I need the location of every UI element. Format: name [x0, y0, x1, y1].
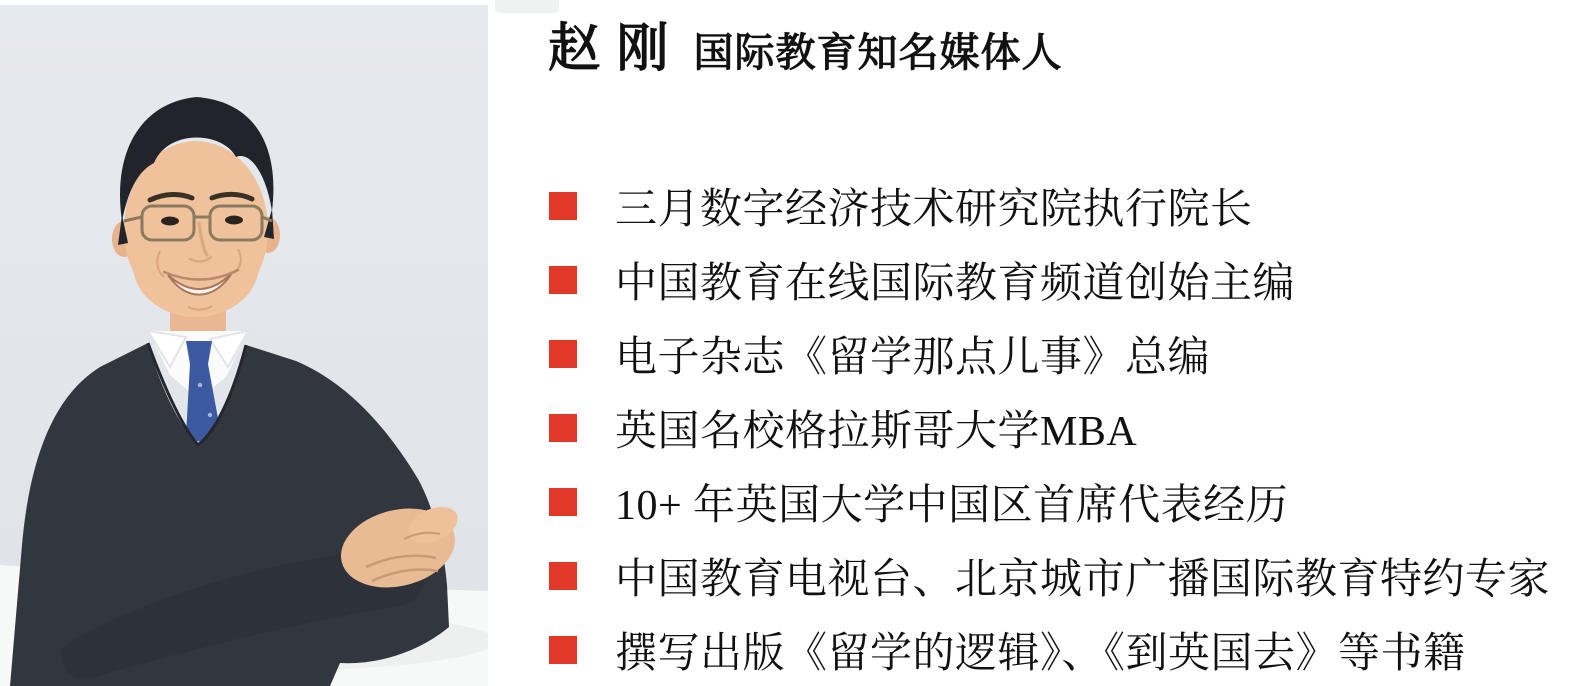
cropped-edge-artifact — [495, 0, 559, 13]
credential-item — [549, 539, 1550, 613]
bullet-square-icon — [549, 488, 577, 516]
bullet-square-icon — [549, 266, 577, 294]
bullet-square-icon — [549, 340, 577, 368]
credential-item — [549, 465, 1550, 539]
bullet-square-icon — [549, 414, 577, 442]
credentials-list — [549, 169, 1550, 686]
credential-item — [549, 391, 1550, 465]
credential-text: 三月数字经济技术研究院执行院长 — [615, 187, 1253, 233]
credential-text: 英国名校格拉斯哥大学MBA — [615, 409, 1138, 455]
credential-item — [549, 243, 1550, 317]
credential-item — [549, 169, 1550, 243]
credential-item — [549, 317, 1550, 391]
bullet-square-icon — [549, 636, 577, 664]
credential-text: 撰写出版《留学的逻辑》、《到英国去》等书籍 — [615, 631, 1466, 677]
portrait-photo — [0, 5, 488, 686]
credential-text: 10+ 年英国大学中国区首席代表经历 — [615, 483, 1289, 529]
bullet-square-icon — [549, 192, 577, 220]
profile-header — [548, 20, 1062, 80]
person-title: 国际教育知名媒体人 — [693, 31, 1063, 75]
bullet-square-icon — [549, 562, 577, 590]
credential-text: 电子杂志《留学那点儿事》总编 — [615, 335, 1211, 381]
portrait-illustration — [0, 5, 488, 686]
credential-text: 中国教育在线国际教育频道创始主编 — [615, 261, 1296, 307]
credential-item — [549, 613, 1550, 686]
person-name: 赵 刚 — [548, 20, 670, 78]
credential-text: 中国教育电视台、北京城市广播国际教育特约专家 — [615, 557, 1551, 603]
